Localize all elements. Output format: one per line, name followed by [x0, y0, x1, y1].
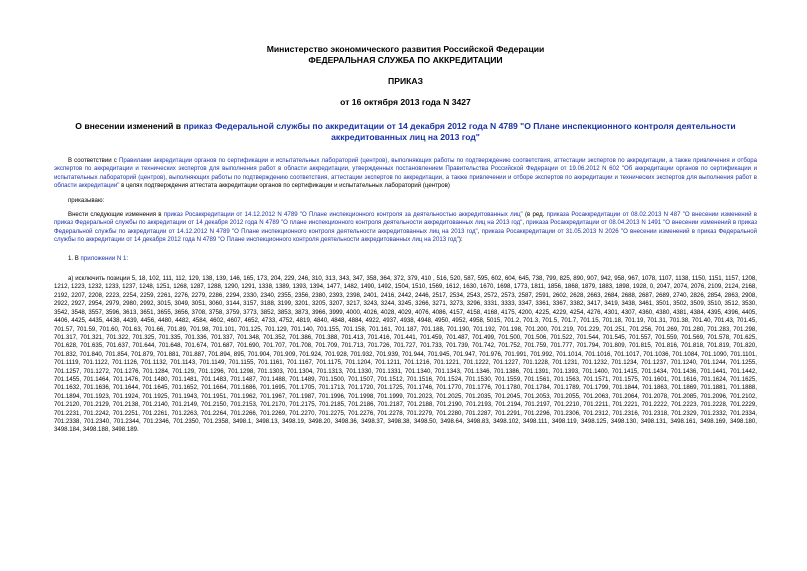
title-prefix: О внесении изменений в [75, 121, 184, 131]
ministry-name: Министерство экономического развития Российской Федерации [266, 44, 545, 54]
changes-text-5: ): [458, 236, 463, 244]
order-date-number: от 16 октября 2013 года N 3427 [340, 97, 471, 107]
changes-text-3: , [522, 219, 526, 227]
preamble-paragraph [54, 157, 757, 191]
order-487-link[interactable]: приказа Росаккредитации от 08.02.2013 N 487 "О внесении изменений в приказ Федеральной службы по аккредитации от 14 декабря 2012 года N 4789 "О плане инспекционного контроля деятельности аккредитованных лиц на 2013 год" [54, 211, 757, 227]
appendix-1-link[interactable]: приложении N 1 [80, 254, 127, 262]
order-word: приказываю: [68, 196, 105, 204]
changes-text-4: , [477, 227, 482, 235]
changes-text-2: (в ред. [522, 211, 547, 219]
preamble-text-2: в целях подтверждения аттестата аккредитации органов по сертификации и испытательных лабораторий (центров) [119, 182, 450, 190]
order-1491-link[interactable]: приказа Росаккредитации от 08.04.2013 N 1491 "О внесении изменений в приказ Федеральной службы по аккредитации от 14.12.2012 N 4789 "О Плане инспекционного контроля деятельности аккредитованных лиц на 2013 год" [54, 219, 758, 235]
changes-intro-paragraph [54, 211, 757, 245]
rules-link[interactable]: Правилами аккредитации органов по сертификации и испытательных лабораторий (центров), выполняющих работы по подтверждению соответствия, аттестации экспертов по аккредитации, а также привлечения и отбора экспертов по аккредитации и технических экспертов для выполнения работ в области аккредитации, утвержденных постановлением Правительства Российской Федерации от 19.06.2012 N 602 "Об аккредитации органов по сертификации и испытательных лабораторий (центров), выполняющих работы по подтверждению соответствия, аттестации экспертов по аккредитации, а также привлечении и отборе экспертов по аккредитации и технических экспертов для выполнения работ в области аккредитации" [54, 157, 758, 190]
title-order-link[interactable]: приказ Федеральной службы по аккредитации от 14 декабря 2012 года N 4789 "О Плане инспекционного контроля деятельности аккредитованных лиц на 2013 год" [183, 121, 736, 142]
preamble-text-1: В соответствии с [68, 157, 119, 164]
changes-text-1: Внести следующие изменения в [68, 211, 164, 219]
subitem-a-list: а) исключить позиции 5, 18, 102, 111, 112, 129, 138, 139, 146, 165, 173, 204, 229, 246, 310, 313, 343, 347, 358, 364, 372, 379, 410 , 516, 520, 587, 595, 602, 604, 645, 738, 799, 825, 890, 907, 942, 958, 967, 1078, 1107, 1138, 1150, 1151, 1157, 1208, 1212, 1223, 1232, 1233, 1237, 1248, 1251, 1268, 1287, 1288, 1290, 1291, 1338, 1389, 1393, 1394, 1477, 1482, 1490, 1492, 1504, 1510, 1569, 1612, 1630, 1670, 1698, 1773, 1811, 1856, 1868, 1879, 1883, 1898, 1928, 0, 2047, 2074, 2076, 2109, 2124, 2168, 2192, 2207, 2208, 2223, 2254, 2259, 2261, 2276, 2279, 2286, 2294, 2330, 2340, 2355, 2356, 2380, 2393, 2398, 2401, 2416, 2442, 2446, 2517, 2534, 2543, 2572, 2573, 2587, 2591, 2602, 2628, 2663, 2684, 2688, 2687, 2689, 2740, 2826, 2854, 2863, 2908, 2922, 2927, 2954, 2979, 2980, 2992, 3015, 3049, 3051, 3060, 3144, 3157, 3188, 3199, 3201, 3205, 3207, 3217, 3243, 3244, 3245, 3266, 3271, 3273, 3296, 3331, 3333, 3347, 3361, 3367, 3382, 3417, 3419, 3438, 3461, 3501, 3502, 3509, 3510, 3512, 3530, 3542, 3548, 3557, 3596, 3613, 3651, 3655, 3656, 3708, 3758, 3759, 3773, 3852, 3853, 3873, 3966, 3999, 4000, 4026, 4028, 4029, 4076, 4086, 4157, 4158, 4168, 4175, 4200, 4225, 4229, 4254, 4276, 4301, 4307, 4360, 4380, 4381, 4384, 4395, 4396, 4405, 4406, 4425, 4435, 4438, 4439, 4456, 4480, 4482, 4584, 4602, 4607, 4652, 4733, 4752, 4819, 4840, 4848, 4884, 4922, 4937, 4938, 4948, 4950, 4952, 4958, 5015, 701.2, 701.3, 701.5, 701.7, 701.15, 701.18, 701.19, 701.31, 701.38, 701.40, 701.43, 701.45, 701.57, 701.59, 701.60, 701.63, 701.66, 701.89, 701.98, 701.101, 701.125, 701.129, 701.140, 701.155, 701.158, 701.161, 701.187, 701.188, 701.190, 701.192, 701.198, 701.200, 701.219, 701.229, 701.251, 701.256, 701.269, 701.280, 701.283, 701.298, 701.317, 701.321, 701.322, 701.325, 701.335, 701.336, 701.337, 701.348, 701.352, 701.386, 701.388, 701.413, 701.416, 701.441, 701.459, 701.487, 701.499, 701.500, 701.506, 701.522, 701.544, 701.545, 701.557, 701.559, 701.569, 701.578, 701.625, 701.628, 701.635, 701.637, 701.644, 701.648, 701.674, 701.687, 701.690, 701.707, 701.708, 701.709, 701.713, 701.726, 701.727, 701.733, 701.739, 701.742, 701.752, 701.759, 701.777, 701.794, 701.809, 701.815, 701.816, 701.818, 701.819, 701.820, 701.832, 701.840, 701.854, 701.879, 701.881, 701.887, 701.894, 895, 701.904, 701.909, 701.924, 701.928, 701.932, 701.939, 701.944, 701.945, 701.947, 701.976, 701.991, 701.992, 701.1014, 701.1016, 701.1017, 701.1036, 701.1084, 701.1090, 701.1101, 701.1119, 701.1122, 701.1126, 701.1132, 701.1143, 701.1149, 701.1155, 701.1161, 701.1167, 701.1175, 701.1204, 701.1211, 701.1216, 701.1221, 701.1222, 701.1227, 701.1228, 701.1231, 701.1232, 701.1234, 701.1237, 701.1240, 701.1244, 701.1255, 701.1257, 701.1272, 701.1276, 701.1284, 701.129, 701.1296, 701.1298, 701.1303, 701.1304, 701.1313, 701.1330, 701.1331, 701.1340, 701.1343, 701.1346, 701.1386, 701.1391, 701.1393, 701.1400, 701.1415, 701.1434, 701.1436, 701.1441, 701.1442, 701.1455, 701.1464, 701.1476, 701.1480, 701.1481, 701.1483, 701.1487, 701.1488, 701.1489, 701.1500, 701.1507, 701.1512, 701.1516, 701.1524, 701.1530, 701.1559, 701.1561, 701.1563, 701.1571, 701.1575, 701.1601, 701.1616, 701.1624, 701.1625, 701.1632, 701.1636, 701.1644, 701.1645, 701.1652, 701.1664, 701.1686, 701.1695, 701.1705, 701.1713, 701.1720, 701.1725, 701.1746, 701.1770, 701.1776, 701.1780, 701.1784, 701.1789, 701.1799, 701.1844, 701.1863, 701.1869, 701.1881, 701.1888, 701.1894, 701.1923, 701.1924, 701.1925, 701.1943, 701.1951, 701.1962, 701.1967, 701.1987, 701.1996, 701.1998, 701.1999, 701.2023, 701.2025, 701.2035, 701.2045, 701.2053, 701.2055, 701.2063, 701.2064, 701.2078, 701.2085, 701.2096, 701.2102, 701.2120, 701.2129, 701.2138, 701.2140, 701.2149, 701.2150, 701.2153, 701.2170, 701.2175, 701.2185, 701.2186, 701.2187, 701.2188, 701.2190, 701.2193, 701.2194, 701.2197, 701.2210, 701.2211, 701.2221, 701.2222, 701.2223, 701.2228, 701.2229, 701.2231, 701.2242, 701.2251, 701.2261, 701.2263, 701.2264, 701.2266, 701.2269, 701.2270, 701.2275, 701.2276, 701.2278, 701.2279, 701.2280, 701.2287, 701.2291, 701.2296, 701.2306, 701.2312, 701.2316, 701.2318, 701.2329, 701.2332, 701.2334, 701.2338, 701.2340, 701.2344, 701.2346, 701.2350, 701.2358, 3498.1, 3498.13, 3498.19, 3498.20, 3498.36, 3498.37, 3498.38, 3498.50, 3498.64, 3498.83, 3498.102, 3498.111, 3498.119, 3498.125, 3498.130, 3498.131, 3498.161, 3498.169, 3498.180, 3498.184, 3498.188, 3498.189. [54, 275, 757, 434]
document-type: ПРИКАЗ [388, 76, 423, 86]
document-title [74, 121, 737, 143]
item-1-prefix: 1. В [68, 254, 81, 262]
service-name: ФЕДЕРАЛЬНАЯ СЛУЖБА ПО АККРЕДИТАЦИИ [308, 55, 503, 65]
order-2026-link[interactable]: приказа Росаккредитации от 31.05.2013 N 2026 "О внесении изменений в приказ Федеральной службы по аккредитации от 14 декабря 2012 года N 4789 "О Плане инспекционного контроля деятельности аккредитованных лиц на 2013 год" [54, 227, 758, 244]
item-1-suffix: : [126, 254, 129, 262]
order-4789-link[interactable]: приказ Росаккредитации от 14.12.2012 N 4789 "О Плане инспекционного контроля за деятельностью аккредитованных лиц" [163, 211, 523, 219]
item-1 [54, 255, 757, 263]
